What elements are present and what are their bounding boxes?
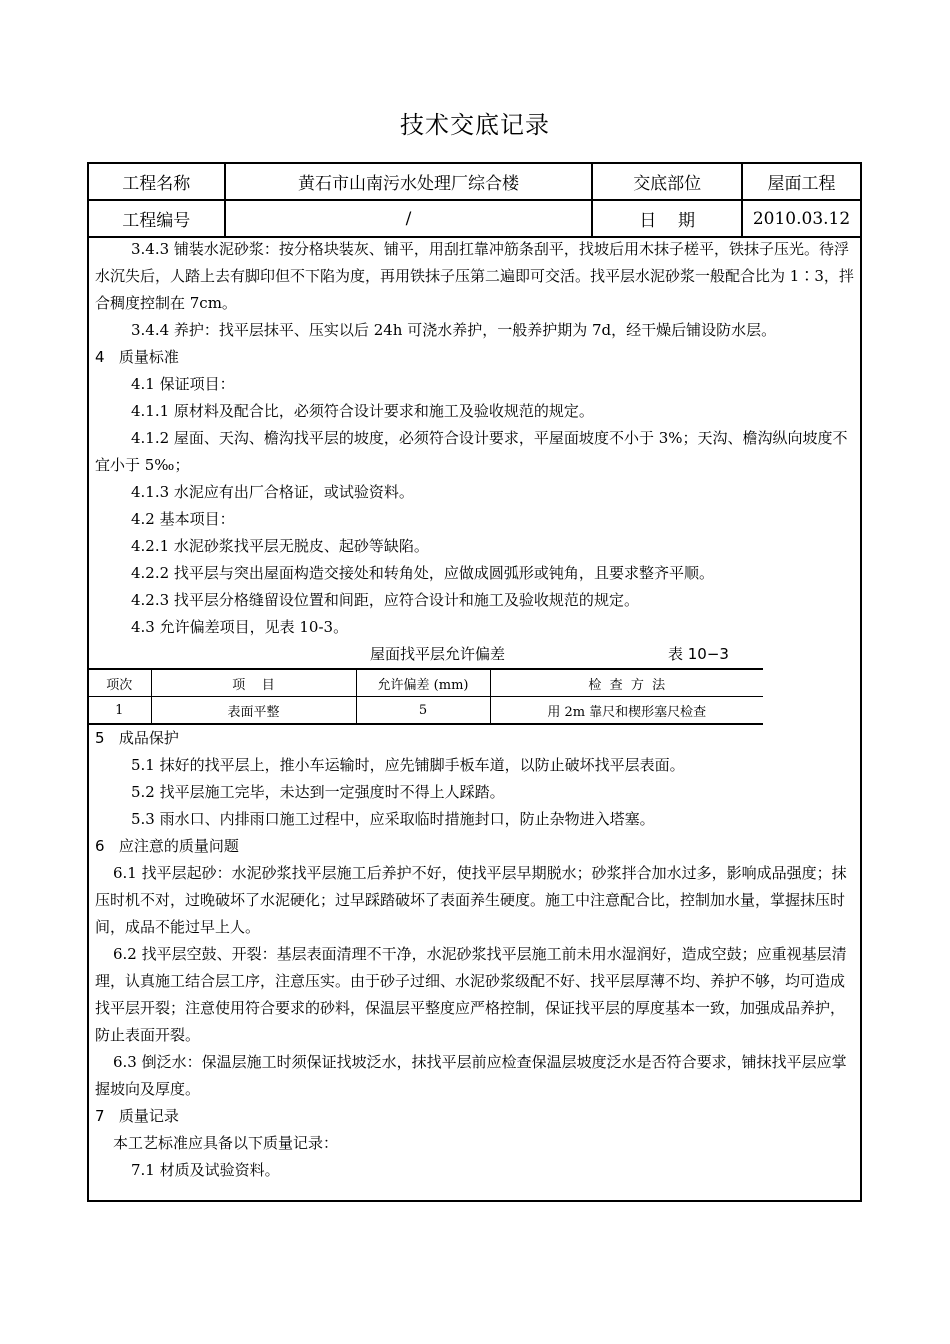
table-header-cell: 项 目 — [151, 669, 356, 697]
header-row-2 — [88, 200, 861, 237]
table-cell: 1 — [88, 697, 151, 725]
table-cell: 用 2m 靠尺和楔形塞尺检查 — [490, 697, 763, 725]
paragraph-7-1: 7.1 材质及试验资料。 — [131, 1161, 280, 1179]
table-header-row — [88, 669, 763, 697]
paragraph-4-1-3: 4.1.3 水泥应有出厂合格证，或试验资料。 — [131, 483, 414, 501]
paragraph-5-2: 5.2 找平层施工完毕，未达到一定强度时不得上人踩踏。 — [131, 783, 505, 801]
paragraph-4-1-1: 4.1.1 原材料及配合比，必须符合设计要求和施工及验收规范的规定。 — [131, 402, 594, 420]
paragraph-4-2-1: 4.2.1 水泥砂浆找平层无脱皮、起砂等缺陷。 — [131, 537, 429, 555]
table-caption-row — [95, 641, 855, 668]
part-label: 交底部位 — [592, 163, 742, 200]
page-title: 技术交底记录 — [400, 111, 550, 139]
table-cell: 5 — [356, 697, 490, 725]
paragraph-6-3: 6.3 倒泛水：保温层施工时须保证找坡泛水，抹找平层前应检查保温层坡度泛水是否符合要求，铺抹找平层应掌握坡向及厚度。 — [95, 1053, 847, 1098]
paragraph-4-2: 4.2 基本项目： — [131, 510, 235, 528]
table-cell: 表面平整 — [151, 697, 356, 725]
paragraph-4-2-3: 4.2.3 找平层分格缝留设位置和间距，应符合设计和施工及验收规范的规定。 — [131, 591, 639, 609]
paragraph-5-1: 5.1 抹好的找平层上，推小车运输时，应先铺脚手板车道，以防止破坏找平层表面。 — [131, 756, 685, 774]
paragraph-5-3: 5.3 雨水口、内排雨口施工过程中，应采取临时措施封口，防止杂物进入塔塞。 — [131, 810, 655, 828]
paragraph-7: 本工艺标准应具备以下质量记录： — [113, 1134, 339, 1152]
section-7-heading: 7 质量记录 — [95, 1107, 179, 1125]
table-header-cell: 项次 — [88, 669, 151, 697]
part-value: 屋面工程 — [742, 163, 861, 200]
section-5-heading: 5 成品保护 — [95, 729, 179, 747]
section-4-heading: 4 质量标准 — [95, 348, 179, 366]
paragraph-4-2-2: 4.2.2 找平层与突出屋面构造交接处和转角处，应做成圆弧形或钝角，且要求整齐平顺。 — [131, 564, 714, 582]
project-name-value: 黄石市山南污水处理厂综合楼 — [225, 163, 593, 200]
table-number: 表 10−3 — [668, 645, 729, 663]
paragraph-6-1: 6.1 找平层起砂：水泥砂浆找平层施工后养护不好，使找平层早期脱水；砂浆拌合加水过多，影响成品强度；抹压时机不对，过晚破坏了水泥硬化；过早踩踏破坏了表面养生硬度。施工中注意配合比，控制加水量，掌握抹压时间，成品不能过早上人。 — [95, 864, 847, 936]
date-value: 2010.03.12 — [742, 200, 861, 237]
paragraph-4-1: 4.1 保证项目： — [131, 375, 235, 393]
table-caption: 屋面找平层允许偏差 — [370, 645, 506, 663]
paragraph-6-2: 6.2 找平层空鼓、开裂：基层表面清理不干净，水泥砂浆找平层施工前未用水湿润好，造成空鼓；应重视基层清理，认真施工结合层工序，注意压实。由于砂子过细、水泥砂浆级配不好、找平层厚薄不均、养护不够，均可造成找平层开裂；注意使用符合要求的砂料，保温层平整度应严格控制，保证找平层的厚度基本一致，加强成品养护，防止表面开裂。 — [95, 945, 847, 1044]
table-header-cell: 检 查 方 法 — [490, 669, 763, 697]
table-row — [88, 697, 763, 725]
paragraph-3-4-4: 3.4.4 养护：找平层抹平、压实以后 24h 可浇水养护，一般养护期为 7d，经干燥后铺设防水层。 — [131, 321, 777, 339]
section-6-heading: 6 应注意的质量问题 — [95, 837, 239, 855]
date-label: 日 期 — [592, 200, 742, 237]
header-table — [87, 162, 862, 238]
paragraph-4-3: 4.3 允许偏差项目，见表 10-3。 — [131, 618, 349, 636]
table-header-cell: 允许偏差 (mm) — [356, 669, 490, 697]
document-body — [95, 236, 855, 1184]
deviation-table — [88, 668, 763, 725]
header-row-1 — [88, 163, 861, 200]
project-no-label: 工程编号 — [88, 200, 225, 237]
paragraph-4-1-2: 4.1.2 屋面、天沟、檐沟找平层的坡度，必须符合设计要求，平屋面坡度不小于 3%；天沟、檐沟纵向坡度不宜小于 5‰； — [95, 429, 848, 474]
paragraph-3-4-3: 3.4.3 铺装水泥砂浆：按分格块装灰、铺平，用刮扛靠冲筋条刮平，找坡后用木抹子槎平，铁抹子压光。待浮水沉失后，人踏上去有脚印但不下陷为度，再用铁抹子压第二遍即可交活。找平层水泥砂浆一般配合比为 1∶3，拌合稠度控制在 7cm。 — [95, 240, 854, 312]
project-no-value: / — [225, 200, 593, 237]
project-name-label: 工程名称 — [88, 163, 225, 200]
